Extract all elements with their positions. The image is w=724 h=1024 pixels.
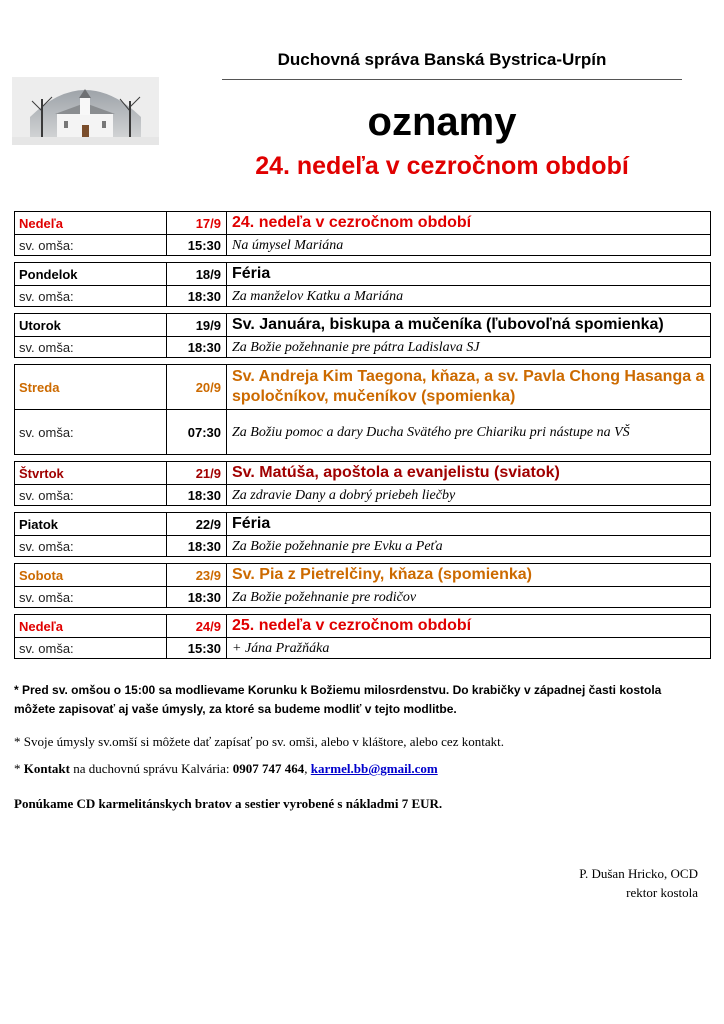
- mass-time: 18:30: [166, 286, 226, 306]
- day-row: [15, 212, 710, 234]
- parish-name: Duchovná správa Banská Bystrica-Urpín: [277, 50, 607, 69]
- mass-intention: Za Božie požehnanie pre pátra Ladislava SJ: [226, 337, 710, 357]
- day-row: [15, 263, 710, 285]
- mass-label: sv. omša:: [19, 589, 74, 605]
- day-name: Sobota: [19, 567, 64, 583]
- feast-name: Sv. Andreja Kim Taegona, kňaza, a sv. Pavla Chong Hasanga a spoločníkov, mučeníkov (spomienka): [226, 365, 710, 409]
- mass-time: 18:30: [166, 485, 226, 505]
- day-date: 22/9: [166, 513, 226, 535]
- feast-name: Féria: [226, 513, 710, 535]
- mass-intention: Za zdravie Dany a dobrý priebeh liečby: [226, 485, 710, 505]
- header-divider: [222, 79, 682, 80]
- schedule-day-block: [14, 364, 711, 455]
- signature-role: rektor kostola: [626, 885, 698, 900]
- schedule-day-block: [14, 512, 711, 557]
- day-name: Pondelok: [19, 266, 78, 282]
- mass-row: [15, 409, 710, 454]
- contact-phone: 0907 747 464: [232, 761, 305, 776]
- mass-label: sv. omša:: [19, 339, 74, 355]
- signature: [579, 864, 698, 902]
- contact-text: na duchovnú správu Kalvária:: [69, 761, 233, 776]
- signature-name: P. Dušan Hricko, OCD: [579, 866, 698, 881]
- page-subtitle: 24. nedeľa v cezročnom období: [255, 152, 629, 180]
- mass-time: 18:30: [166, 587, 226, 607]
- day-name: Nedeľa: [19, 215, 64, 231]
- mass-intention: Na úmysel Mariána: [226, 235, 710, 255]
- day-name: Streda: [19, 379, 60, 395]
- day-row: [15, 615, 710, 637]
- contact-prefix: *: [14, 761, 24, 776]
- contact-note: [14, 759, 438, 778]
- mass-row: [15, 484, 710, 505]
- day-name: Nedeľa: [19, 618, 64, 634]
- day-row: [15, 365, 710, 409]
- mass-label: sv. omša:: [19, 288, 74, 304]
- contact-label: Kontakt: [23, 761, 70, 776]
- day-date: 19/9: [166, 314, 226, 336]
- mass-row: [15, 586, 710, 607]
- mass-label: sv. omša:: [19, 487, 74, 503]
- mass-intention: Za manželov Katku a Mariána: [226, 286, 710, 306]
- mass-intention: Za Božie požehnanie pre rodičov: [226, 587, 710, 607]
- feast-name: 25. nedeľa v cezročnom období: [226, 615, 710, 637]
- feast-name: Sv. Pia z Pietrelčiny, kňaza (spomienka): [226, 564, 710, 586]
- mass-schedule: [14, 211, 711, 665]
- mass-label: sv. omša:: [19, 640, 74, 656]
- schedule-day-block: [14, 614, 711, 659]
- day-date: 20/9: [166, 365, 226, 409]
- day-date: 18/9: [166, 263, 226, 285]
- day-date: 23/9: [166, 564, 226, 586]
- schedule-day-block: [14, 313, 711, 358]
- schedule-day-block: [14, 262, 711, 307]
- day-row: [15, 564, 710, 586]
- page-title: oznamy: [367, 100, 517, 144]
- day-name: Utorok: [19, 317, 61, 333]
- mass-row: [15, 285, 710, 306]
- feast-name: Féria: [226, 263, 710, 285]
- schedule-day-block: [14, 211, 711, 256]
- mass-label: sv. omša:: [19, 538, 74, 554]
- mass-time: 07:30: [166, 410, 226, 454]
- day-row: [15, 314, 710, 336]
- rosary-note: * Pred sv. omšou o 15:00 sa modlievame Korunku k Božiemu milosrdenstvu. Do krabičky v západnej časti kostola môžete zapisovať aj vaše úmysly, za ktoré sa budeme modliť v tejto modlitbe.: [14, 683, 662, 716]
- day-row: [15, 462, 710, 484]
- day-row: [15, 513, 710, 535]
- day-date: 24/9: [166, 615, 226, 637]
- feast-name: Sv. Matúša, apoštola a evanjelistu (sviatok): [226, 462, 710, 484]
- day-name: Piatok: [19, 516, 59, 532]
- feast-name: 24. nedeľa v cezročnom období: [226, 212, 710, 234]
- cd-offer-note: Ponúkame CD karmelitánskych bratov a sestier vyrobené s nákladmi 7 EUR.: [14, 796, 443, 811]
- mass-row: [15, 535, 710, 556]
- day-name: Štvrtok: [19, 465, 64, 481]
- mass-time: 18:30: [166, 536, 226, 556]
- mass-row: [15, 336, 710, 357]
- mass-row: [15, 234, 710, 255]
- day-date: 17/9: [166, 212, 226, 234]
- contact-separator: ,: [304, 761, 311, 776]
- mass-label: sv. omša:: [19, 424, 74, 440]
- mass-intention: + Jána Pražňáka: [226, 638, 710, 658]
- mass-row: [15, 637, 710, 658]
- intentions-note: * Svoje úmysly sv.omší si môžete dať zapísať po sv. omši, alebo v kláštore, alebo cez kontakt.: [14, 734, 504, 749]
- mass-label: sv. omša:: [19, 237, 74, 253]
- mass-time: 15:30: [166, 235, 226, 255]
- schedule-day-block: [14, 563, 711, 608]
- mass-intention: Za Božiu pomoc a dary Ducha Svätého pre Chiariku pri nástupe na VŠ: [226, 410, 710, 454]
- schedule-day-block: [14, 461, 711, 506]
- feast-name: Sv. Januára, biskupa a mučeníka (ľubovoľná spomienka): [226, 314, 710, 336]
- day-date: 21/9: [166, 462, 226, 484]
- contact-email-link[interactable]: karmel.bb@gmail.com: [310, 761, 438, 776]
- mass-time: 15:30: [166, 638, 226, 658]
- mass-time: 18:30: [166, 337, 226, 357]
- mass-intention: Za Božie požehnanie pre Evku a Peťa: [226, 536, 710, 556]
